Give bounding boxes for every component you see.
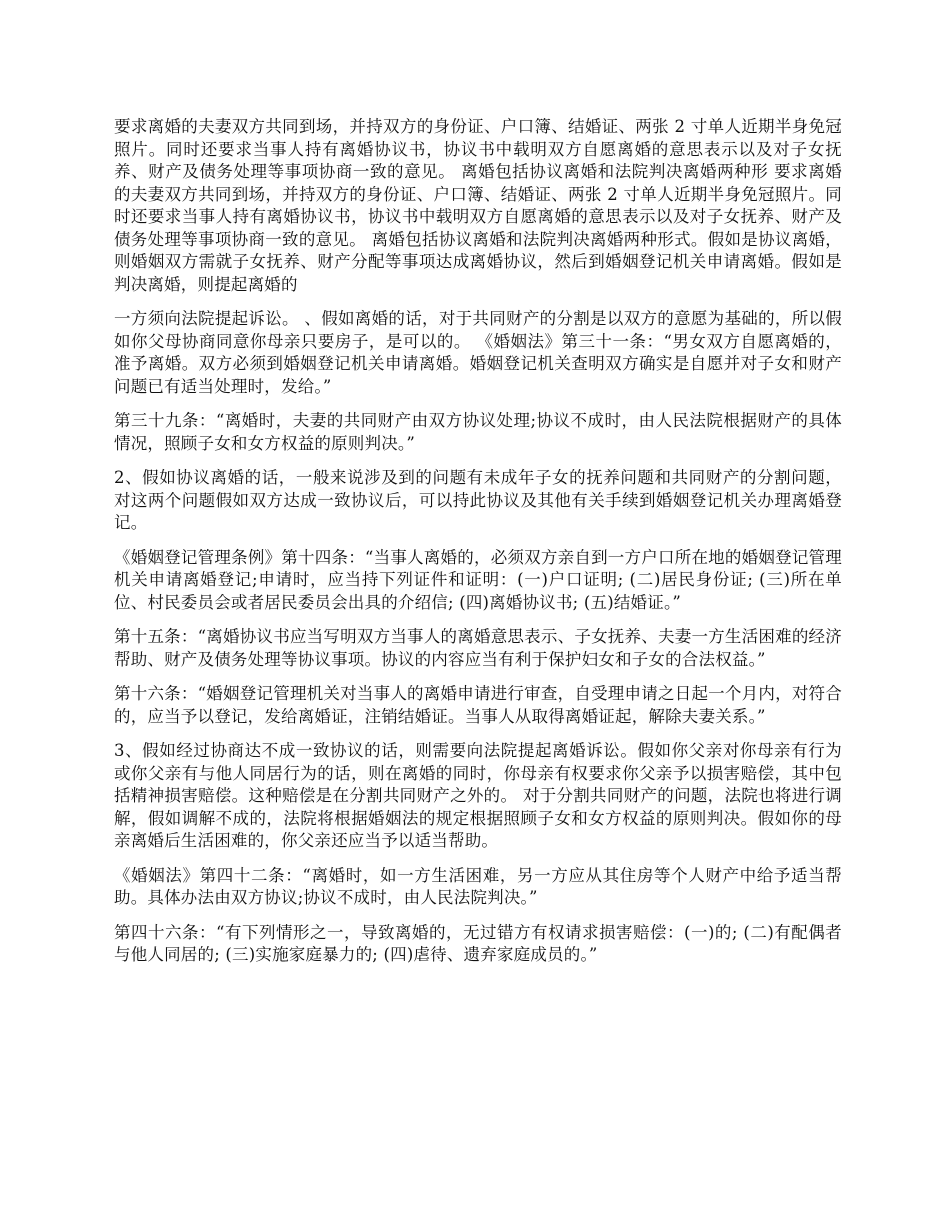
paragraph-1: 要求离婚的夫妻双方共同到场，并持双方的身份证、户口簿、结婚证、两张 2 寸单人近期半身免冠照片。同时还要求当事人持有离婚协议书，协议书中载明双方自愿离婚的意思表示以及对子女抚养、财产及债务处理等事项协商一致的意见。 离婚包括协议离婚和法院判决离婚两种形 要求离婚的夫妻双方共同到场，并持双方的身份证、户口簿、结婚证、两张 2 寸单人近期半身免冠照片。同时还要求当事人持有离婚协议书，协议书中载明双方自愿离婚的意思表示以及对子女抚养、财产及债务处理等事项协商一致的意见。 离婚包括协议离婚和法院判决离婚两种形式。假如是协议离婚，则婚姻双方需就子女抚养、财产分配等事项达成离婚协议，然后到婚姻登记机关申请离婚。假如是判决离婚，则提起离婚的 <box>114 117 842 294</box>
document-body <box>114 116 842 979</box>
paragraph-5: 《婚姻登记管理条例》第十四条：“当事人离婚的，必须双方亲自到一方户口所在地的婚姻登记管理机关申请离婚登记;申请时，应当持下列证件和证明：(一)户口证明; (二)居民身份证; (三)所在单位、村民委员会或者居民委员会出具的介绍信; (四)离婚协议书; (五)结婚证。” <box>114 547 842 612</box>
paragraph-3: 第三十九条：“离婚时，夫妻的共同财产由双方协议处理;协议不成时，由人民法院根据财产的具体情况，照顾子女和女方权益的原则判决。” <box>114 411 842 453</box>
paragraph-6: 第十五条：“离婚协议书应当写明双方当事人的离婚意思表示、子女抚养、夫妻一方生活困难的经济帮助、财产及债务处理等协议事项。协议的内容应当有利于保护妇女和子女的合法权益。” <box>114 627 842 669</box>
paragraph-2: 一方须向法院提起诉讼。 、假如离婚的话，对于共同财产的分割是以双方的意愿为基础的，所以假如你父母协商同意你母亲只要房子，是可以的。 《婚姻法》第三十一条：“男女双方自愿离婚的，准予离婚。双方必须到婚姻登记机关申请离婚。婚姻登记机关查明双方确实是自愿并对子女和财产问题已有适当处理时，发给。” <box>114 309 842 396</box>
paragraph-9: 《婚姻法》第四十二条：“离婚时，如一方生活困难，另一方应从其住房等个人财产中给予适当帮助。具体办法由双方协议;协议不成时，由人民法院判决。” <box>114 865 842 907</box>
paragraph-4: 2、假如协议离婚的话，一般来说涉及到的问题有未成年子女的抚养问题和共同财产的分割问题，对这两个问题假如双方达成一致协议后，可以持此协议及其他有关手续到婚姻登记机关办理离婚登记。 <box>114 468 842 532</box>
paragraph-8: 3、假如经过协商达不成一致协议的话，则需要向法院提起离婚诉讼。假如你父亲对你母亲有行为或你父亲有与他人同居行为的话，则在离婚的同时，你母亲有权要求你父亲予以损害赔偿，其中包括精神损害赔偿。这种赔偿是在分割共同财产之外的。 对于分割共同财产的问题，法院也将进行调解，假如调解不成的，法院将根据婚姻法的规定根据照顾子女和女方权益的原则判决。假如你的母亲离婚后生活困难的，你父亲还应当予以适当帮助。 <box>114 741 842 850</box>
paragraph-10: 第四十六条：“有下列情形之一，导致离婚的，无过错方有权请求损害赔偿：(一)的; (二)有配偶者与他人同居的; (三)实施家庭暴力的; (四)虐待、遗弃家庭成员的。” <box>114 922 842 964</box>
paragraph-7: 第十六条：“婚姻登记管理机关对当事人的离婚申请进行审查，自受理申请之日起一个月内，对符合的，应当予以登记，发给离婚证，注销结婚证。当事人从取得离婚证起，解除夫妻关系。” <box>114 684 842 726</box>
